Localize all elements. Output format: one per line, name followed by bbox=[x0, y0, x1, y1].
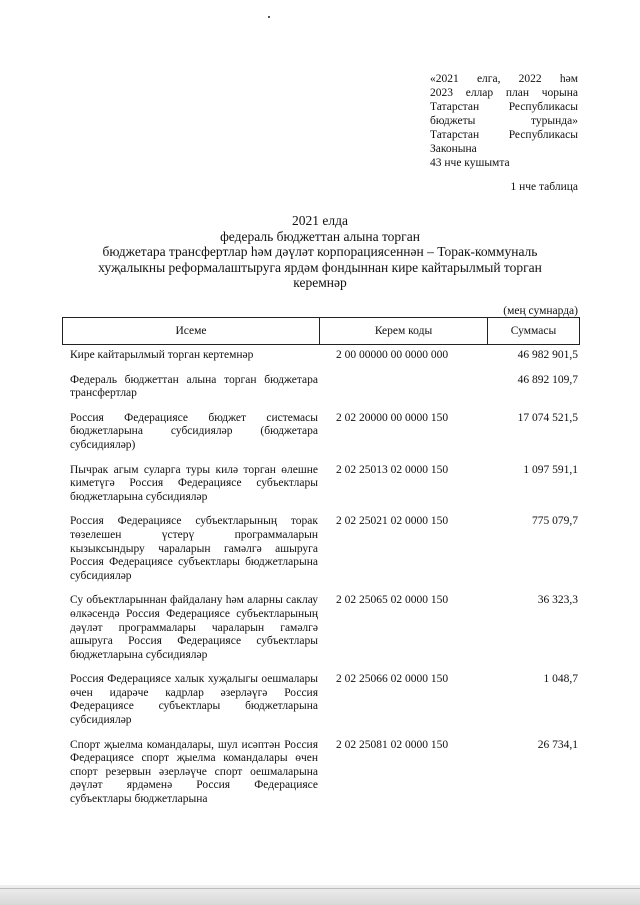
row-name: Россия Федерациясе субъектларының торак төзелешен үстерү программаларын кызыксындыру чараларын гамәлгә ашыруга Россия Федерациясе субъектлары бюджетларына субсидияләр bbox=[70, 515, 318, 582]
row-sum: 775 079,7 bbox=[532, 515, 578, 528]
revenue-table bbox=[62, 317, 580, 818]
row-code: 2 02 25081 02 0000 150 bbox=[336, 738, 449, 751]
table-number-label: 1 нче таблица bbox=[510, 181, 578, 193]
appendix-note-line: Татарстан Республикасы bbox=[430, 129, 578, 141]
appendix-note-line: 43 нче кушымта bbox=[430, 157, 510, 169]
row-code: 2 02 25021 02 0000 150 bbox=[336, 515, 449, 528]
table-row bbox=[62, 594, 580, 662]
document-title bbox=[62, 213, 578, 291]
title-line: федераль бюджеттан алына торган bbox=[220, 228, 420, 244]
header-code: Керем коды bbox=[320, 318, 488, 344]
title-line: бюджетара трансфертлар һәм дәүләт корпорациясеннән – Торак-коммуналь bbox=[102, 244, 538, 259]
row-name: Кире кайтарылмый торган кертемнәр bbox=[70, 349, 254, 361]
appendix-note-line: Татарстан Республикасы bbox=[430, 101, 578, 113]
appendix-note-line: Законына bbox=[430, 143, 477, 155]
row-code: 2 02 25066 02 0000 150 bbox=[336, 673, 449, 686]
row-sum: 17 074 521,5 bbox=[517, 411, 578, 424]
row-sum: 36 323,3 bbox=[537, 594, 578, 607]
table-row bbox=[62, 739, 580, 807]
row-code: 2 02 20000 00 0000 150 bbox=[336, 411, 449, 424]
row-sum: 46 892 109,7 bbox=[517, 373, 578, 386]
row-name: Спорт җыелма командалары, шул исәптән Россия Федерациясе спорт җыелма командалары өчен спорт резервын әзерләүче спорт оешмаларына дәүләт ярдәменә Россия Федерациясе субъектлары бюджетларына bbox=[70, 738, 318, 806]
appendix-note-line: «2021 елга, 2022 һәм bbox=[430, 73, 578, 85]
scan-edge-line bbox=[0, 888, 640, 889]
row-sum: 46 982 901,5 bbox=[517, 349, 578, 361]
title-line: керемнәр bbox=[293, 275, 347, 290]
header-name: Исеме bbox=[63, 318, 320, 344]
table-row bbox=[62, 374, 580, 401]
table-header bbox=[62, 317, 580, 345]
row-name: Пычрак агым суларга туры килә торган өлешне киметүгә Россия Федерациясе субъектлары бюджетларына субсидияләр bbox=[70, 463, 318, 503]
header-sum: Суммасы bbox=[510, 325, 557, 337]
table-row bbox=[62, 515, 580, 583]
row-code: 2 00 00000 00 0000 000 bbox=[336, 349, 449, 361]
row-code: 2 02 25065 02 0000 150 bbox=[336, 594, 449, 607]
row-name: Федераль бюджеттан алына торган бюджетара трансфертлар bbox=[70, 373, 318, 400]
row-sum: 1 048,7 bbox=[543, 673, 578, 686]
table-row bbox=[62, 412, 580, 453]
appendix-note-line: 2023 еллар план чорына bbox=[430, 87, 578, 99]
scan-speck bbox=[268, 16, 270, 18]
table-row bbox=[62, 464, 580, 505]
appendix-note-line: бюджеты турында» bbox=[430, 115, 578, 127]
table-row bbox=[62, 673, 580, 727]
row-sum: 1 097 591,1 bbox=[523, 463, 578, 476]
row-name: Россия Федерациясе бюджет системасы бюджетларына субсидияләр (бюджетара субсидияләр) bbox=[70, 411, 318, 451]
row-name: Су объектларыннан файдалану һәм аларны саклау өлкәсендә Россия Федерациясе субъектларының дәүләт программалары чараларын гамәлгә ашыруга Россия Федерациясе субъектлары бюджетларына субсидияләр bbox=[70, 594, 318, 661]
appendix-note bbox=[430, 72, 578, 170]
title-line: 2021 елда bbox=[292, 213, 348, 228]
row-sum: 26 734,1 bbox=[537, 738, 578, 751]
row-code: 2 02 25013 02 0000 150 bbox=[336, 463, 449, 476]
table-row bbox=[62, 349, 580, 363]
title-line: хуҗалыкны реформалаштыруга ярдәм фондыннан кире кайтарылмый торган bbox=[98, 259, 542, 275]
units-note: (мең сумнарда) bbox=[503, 305, 578, 317]
row-name: Россия Федерациясе халык хуҗалыгы оешмалары өчен идарәче кадрлар әзерләүгә Россия Федерациясе субъектлары бюджетларына субсидияләр bbox=[70, 673, 318, 727]
